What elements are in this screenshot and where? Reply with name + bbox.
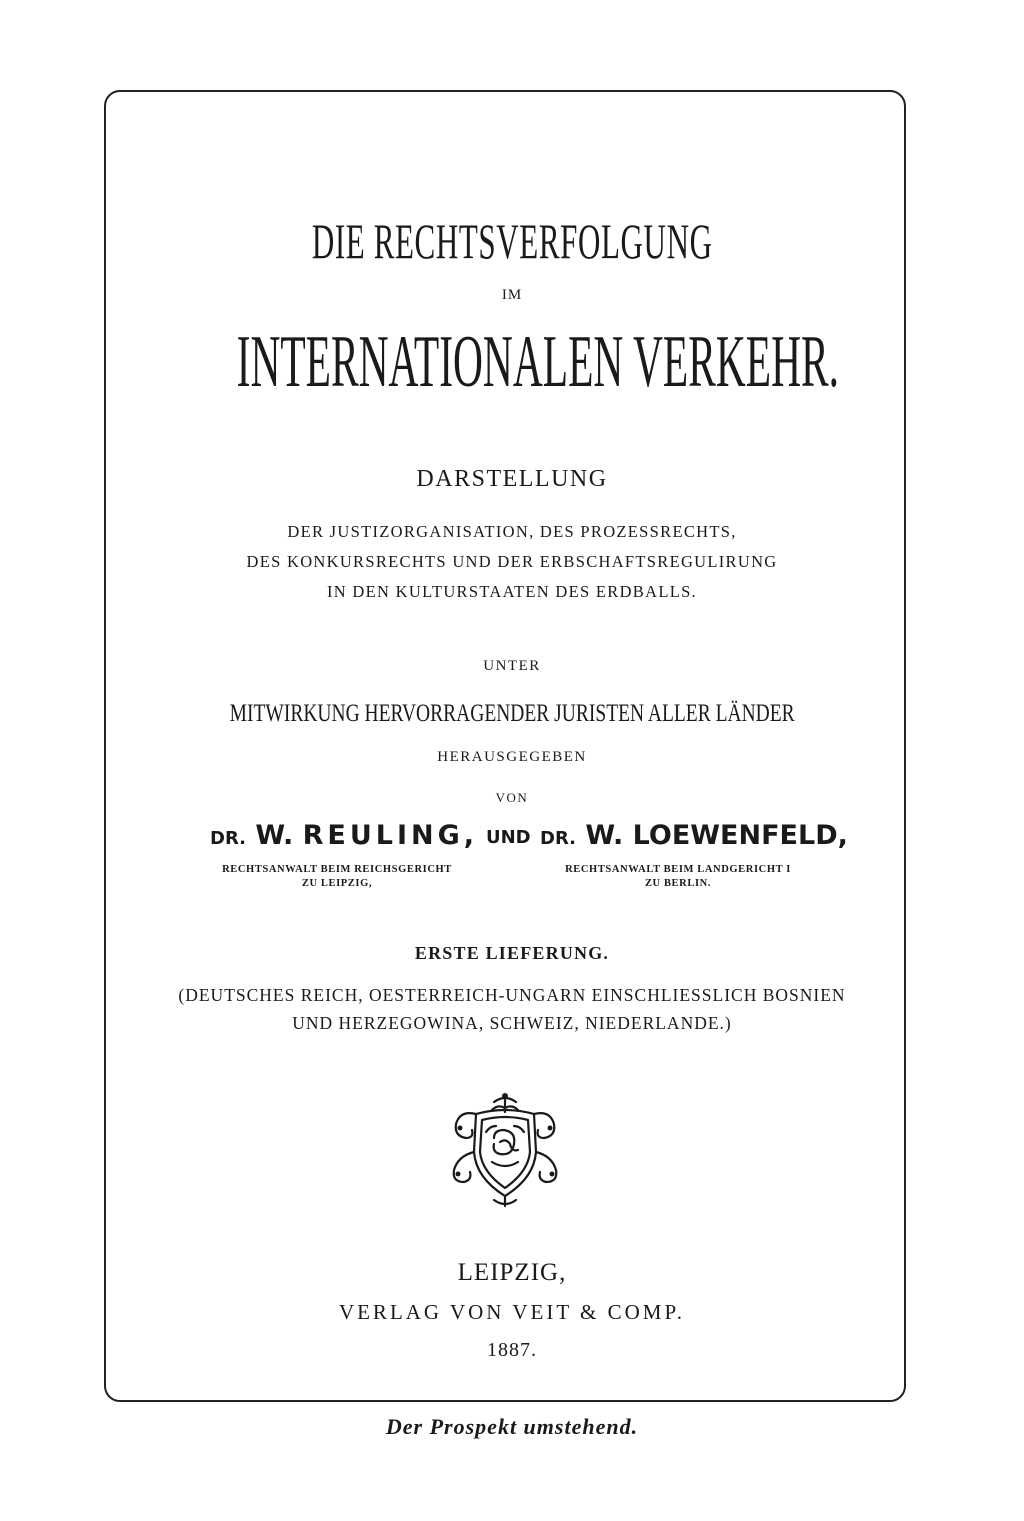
author-2-affiliation (518, 863, 838, 891)
unter-text: UNTER (483, 658, 541, 674)
description-line-2: DES KONKURSRECHTS UND DER ERBSCHAFTSREGULIRUNG (246, 552, 778, 571)
author-1-initial: W. (255, 820, 294, 851)
author-1-affiliation (177, 863, 497, 891)
title-line-3: INTERNATIONALEN VERKEHR. (236, 321, 839, 403)
delivery-line-1: (DEUTSCHES REICH, OESTERREICH-UNGARN EINSCHLIESSLICH BOSNIEN (178, 985, 846, 1005)
author-2-initial: W. (585, 820, 624, 851)
footer-note: Der Prospekt umstehend. (385, 1414, 639, 1439)
publisher-city: LEIPZIG, (457, 1259, 567, 1286)
herausgegeben-text: HERAUSGEGEBEN (437, 749, 587, 765)
author-1-affiliation-line-2: ZU LEIPZIG, (301, 878, 373, 889)
publication-year: 1887. (487, 1339, 537, 1361)
description-line-1: DER JUSTIZORGANISATION, DES PROZESSRECHTS, (287, 522, 737, 541)
author-1-title: DR. (210, 828, 246, 849)
publisher-crest-emblem-icon (446, 1092, 564, 1210)
author-1-affiliation-line-1: RECHTSANWALT BEIM REICHSGERICHT (222, 864, 452, 875)
title-line-2: IM (501, 287, 523, 303)
authors-conjunction: UND (486, 827, 531, 848)
author-2-name: LOEWENFELD, (632, 820, 848, 851)
publisher-name: VERLAG VON VEIT & COMP. (338, 1300, 686, 1324)
mitwirkung-text: MITWIRKUNG HERVORRAGENDER JURISTEN ALLER LÄNDER (229, 700, 795, 727)
author-2-affiliation-line-2: ZU BERLIN. (644, 878, 712, 889)
author-1-name: REULING, (302, 820, 479, 851)
author-2-title: DR. (540, 828, 576, 849)
title-line-1: DIE RECHTSVERFOLGUNG (311, 213, 713, 269)
delivery-title: ERSTE LIEFERUNG. (414, 943, 610, 963)
delivery-line-2: UND HERZEGOWINA, SCHWEIZ, NIEDERLANDE.) (292, 1013, 732, 1033)
author-2 (540, 820, 848, 851)
description-line-3: IN DEN KULTURSTAATEN DES ERDBALLS. (327, 582, 697, 601)
author-2-affiliation-line-1: RECHTSANWALT BEIM LANDGERICHT I (565, 864, 791, 875)
von-text: VON (495, 790, 529, 805)
author-1 (210, 820, 478, 851)
description-heading: DARSTELLUNG (416, 466, 608, 492)
